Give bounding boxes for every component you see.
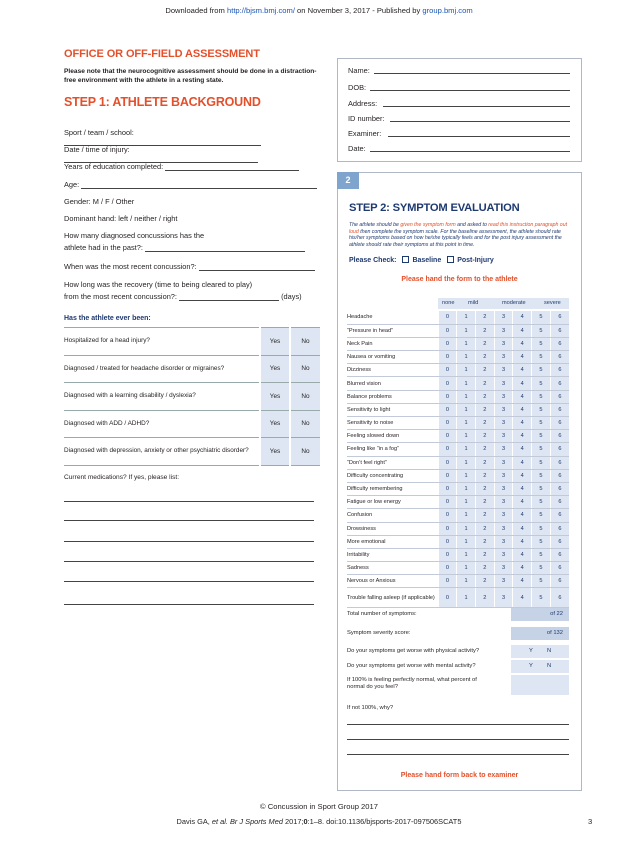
score-option[interactable]: 3	[494, 351, 513, 364]
score-option[interactable]: 6	[550, 522, 569, 535]
date-injury-field[interactable]: Date / time of injury:	[64, 145, 320, 163]
score-option[interactable]: 0	[438, 377, 457, 390]
symptom-row	[347, 496, 569, 509]
hand-back-instruction: Please hand form back to examiner	[400, 772, 519, 779]
score-option[interactable]: 5	[532, 443, 551, 456]
concussions-label-1: How many diagnosed concussions has the	[64, 231, 205, 240]
symptom-label: Headache	[347, 311, 438, 324]
score-option[interactable]: 0	[438, 337, 457, 350]
symptom-row	[347, 575, 569, 588]
score-option[interactable]: 3	[494, 443, 513, 456]
score-option[interactable]: 5	[532, 496, 551, 509]
score-option[interactable]: 0	[438, 575, 457, 588]
symptom-label: Blurred vision	[347, 377, 438, 390]
recent-concussion-field[interactable]: When was the most recent concussion?:	[64, 262, 320, 271]
score-option[interactable]: 1	[457, 430, 476, 443]
score-option[interactable]: 0	[438, 311, 457, 324]
medications-line[interactable]	[64, 581, 314, 582]
symptom-row	[347, 324, 569, 337]
date-field[interactable]: Date:	[348, 144, 576, 153]
id-number-field[interactable]: ID number:	[348, 114, 576, 123]
assessment-note: Please note that the neurocognitive assessment should be done in a distraction-free environment with the athlete in a resting state.	[64, 68, 317, 84]
symptom-label: Difficulty concentrating	[347, 469, 438, 482]
score-option[interactable]: 4	[513, 522, 532, 535]
score-option[interactable]: 4	[513, 443, 532, 456]
symptom-row	[347, 522, 569, 535]
total-symptoms-box[interactable]: of 22	[511, 608, 569, 621]
score-option[interactable]: 1	[457, 548, 476, 561]
symptom-row	[347, 456, 569, 469]
score-option[interactable]: 3	[494, 390, 513, 403]
score-option[interactable]: 5	[532, 403, 551, 416]
score-option[interactable]: 6	[550, 548, 569, 561]
reason-line[interactable]	[347, 754, 569, 755]
medications-line[interactable]	[64, 561, 314, 562]
score-option[interactable]: 1	[457, 377, 476, 390]
score-option[interactable]: 4	[513, 548, 532, 561]
score-option[interactable]: 0	[438, 482, 457, 495]
table-row: Diagnosed with a learning disability / dyslexia? Yes No	[64, 383, 320, 411]
score-option[interactable]: 3	[494, 456, 513, 469]
symptom-label: Sadness	[347, 562, 438, 575]
score-option[interactable]: 4	[513, 496, 532, 509]
step1-title: STEP 1: ATHLETE BACKGROUND	[64, 95, 261, 109]
score-option[interactable]: 2	[475, 324, 494, 337]
medications-line[interactable]	[64, 541, 314, 542]
no-option[interactable]: No	[290, 383, 320, 411]
score-option[interactable]: 6	[550, 377, 569, 390]
score-option[interactable]: 2	[475, 575, 494, 588]
dominant-hand-field[interactable]: Dominant hand: left / neither / right	[64, 214, 178, 223]
symptom-row	[347, 535, 569, 548]
history-title: Has the athlete ever been:	[64, 315, 151, 322]
symptom-label: Feeling slowed down	[347, 430, 438, 443]
score-option[interactable]: 3	[494, 509, 513, 522]
score-option[interactable]: 2	[475, 311, 494, 324]
severity-score-box[interactable]: of 132	[511, 627, 569, 640]
history-table	[64, 327, 320, 466]
score-option[interactable]: 6	[550, 588, 569, 608]
symptom-row	[347, 311, 569, 324]
score-option[interactable]: 1	[457, 575, 476, 588]
publisher-link[interactable]: group.bmj.com	[422, 6, 473, 15]
score-option[interactable]: 6	[550, 430, 569, 443]
scale-mild: mild	[468, 300, 479, 306]
score-option[interactable]: 3	[494, 469, 513, 482]
scale-severe: severe	[544, 300, 561, 306]
score-option[interactable]: 3	[494, 522, 513, 535]
score-option[interactable]: 4	[513, 588, 532, 608]
score-option[interactable]: 2	[475, 417, 494, 430]
score-option[interactable]: 0	[438, 535, 457, 548]
score-option[interactable]: 0	[438, 469, 457, 482]
please-check: Please Check: Baseline Post-Injury	[349, 257, 494, 264]
score-option[interactable]: 4	[513, 377, 532, 390]
symptom-label: Nausea or vomiting	[347, 351, 438, 364]
score-option[interactable]: 4	[513, 430, 532, 443]
score-option[interactable]: 2	[475, 390, 494, 403]
score-option[interactable]: 6	[550, 496, 569, 509]
symptom-label: Irritability	[347, 548, 438, 561]
score-option[interactable]: 6	[550, 456, 569, 469]
sport-field[interactable]: Sport / team / school:	[64, 128, 320, 146]
score-option[interactable]: 0	[438, 351, 457, 364]
symptom-label: Trouble falling asleep (if applicable)	[347, 588, 438, 608]
physical-no[interactable]: N	[547, 648, 552, 654]
score-option[interactable]: 4	[513, 351, 532, 364]
score-option[interactable]: 3	[494, 575, 513, 588]
reason-line[interactable]	[347, 739, 569, 740]
score-option[interactable]: 0	[438, 417, 457, 430]
score-option[interactable]: 6	[550, 562, 569, 575]
score-option[interactable]: 0	[438, 403, 457, 416]
score-option[interactable]: 5	[532, 535, 551, 548]
score-option[interactable]: 6	[550, 403, 569, 416]
score-option[interactable]: 1	[457, 535, 476, 548]
no-option[interactable]: No	[290, 438, 320, 466]
symptom-row	[347, 417, 569, 430]
address-field[interactable]: Address:	[348, 99, 576, 108]
score-option[interactable]: 2	[475, 337, 494, 350]
gender-field[interactable]: Gender: M / F / Other	[64, 197, 135, 206]
score-option[interactable]: 1	[457, 324, 476, 337]
symptom-label: Drowsiness	[347, 522, 438, 535]
symptom-label: Dizziness	[347, 364, 438, 377]
scale-moderate: moderate	[502, 300, 526, 306]
score-option[interactable]: 5	[532, 364, 551, 377]
score-option[interactable]: 1	[457, 417, 476, 430]
score-option[interactable]: 2	[475, 351, 494, 364]
no-option[interactable]: No	[290, 410, 320, 438]
score-option[interactable]: 4	[513, 390, 532, 403]
score-option[interactable]: 0	[438, 364, 457, 377]
symptom-row	[347, 588, 569, 608]
baseline-checkbox[interactable]	[402, 256, 409, 263]
bjsm-link[interactable]: http://bjsm.bmj.com/	[226, 6, 295, 15]
score-option[interactable]: 4	[513, 403, 532, 416]
yes-option[interactable]: Yes	[260, 383, 290, 411]
score-option[interactable]: 2	[475, 509, 494, 522]
table-row: Diagnosed with ADD / ADHD? Yes No	[64, 410, 320, 438]
score-option[interactable]: 5	[532, 588, 551, 608]
score-option[interactable]: 5	[532, 377, 551, 390]
symptom-label: “Pressure in head”	[347, 324, 438, 337]
score-option[interactable]: 4	[513, 337, 532, 350]
download-notice: Downloaded from http://bjsm.bmj.com/ on November 3, 2017 - Published by group.bmj.com	[165, 6, 473, 15]
score-option[interactable]: 6	[550, 351, 569, 364]
symptom-label: Neck Pain	[347, 337, 438, 350]
symptom-label: Sensitivity to noise	[347, 417, 438, 430]
score-option[interactable]: 2	[475, 482, 494, 495]
score-option[interactable]: 5	[532, 482, 551, 495]
score-option[interactable]: 3	[494, 311, 513, 324]
symptom-row	[347, 390, 569, 403]
score-option[interactable]: 5	[532, 522, 551, 535]
score-option[interactable]: 1	[457, 562, 476, 575]
score-option[interactable]: 3	[494, 430, 513, 443]
score-option[interactable]: 0	[438, 496, 457, 509]
hand-form-instruction: Please hand the form to the athlete	[401, 276, 518, 283]
yes-option[interactable]: Yes	[260, 328, 290, 356]
score-option[interactable]: 6	[550, 482, 569, 495]
symptom-label: Balance problems	[347, 390, 438, 403]
score-option[interactable]: 4	[513, 535, 532, 548]
office-title: OFFICE OR OFF-FIELD ASSESSMENT	[64, 48, 260, 60]
score-option[interactable]: 2	[475, 496, 494, 509]
symptom-row	[347, 364, 569, 377]
score-option[interactable]: 2	[475, 403, 494, 416]
score-option[interactable]: 6	[550, 417, 569, 430]
symptom-label: “Don’t feel right”	[347, 456, 438, 469]
symptom-table	[347, 311, 569, 608]
no-option[interactable]: No	[290, 355, 320, 383]
score-option[interactable]: 1	[457, 403, 476, 416]
score-option[interactable]: 0	[438, 430, 457, 443]
symptom-instructions: The athlete should be given the symptom form and asked to read this instruction paragraph out loud then complete the symptom scale. For the baseline assessment, the athlete should rate his/her symptoms based on how he/she typically feels and for the post injury assessment the athlete should rate their symptoms at this point in time.	[349, 222, 568, 248]
score-option[interactable]: 2	[475, 430, 494, 443]
symptom-row	[347, 351, 569, 364]
percent-normal-box[interactable]	[511, 675, 569, 695]
symptom-row	[347, 548, 569, 561]
score-option[interactable]: 5	[532, 469, 551, 482]
symptom-row	[347, 377, 569, 390]
score-option[interactable]: 4	[513, 469, 532, 482]
score-option[interactable]: 3	[494, 377, 513, 390]
concussions-field[interactable]: athlete had in the past?:	[64, 243, 320, 252]
recovery-field[interactable]: from the most recent concussion?: (days)	[64, 292, 302, 301]
score-option[interactable]: 4	[513, 364, 532, 377]
score-option[interactable]: 6	[550, 509, 569, 522]
symptom-row	[347, 562, 569, 575]
score-option[interactable]: 3	[494, 337, 513, 350]
mental-yes[interactable]: Y	[529, 663, 533, 669]
score-option[interactable]: 4	[513, 509, 532, 522]
score-option[interactable]: 1	[457, 390, 476, 403]
symptom-label: Fatigue or low energy	[347, 496, 438, 509]
score-option[interactable]: 0	[438, 588, 457, 608]
score-option[interactable]: 5	[532, 311, 551, 324]
score-option[interactable]: 0	[438, 324, 457, 337]
score-option[interactable]: 5	[532, 337, 551, 350]
score-option[interactable]: 1	[457, 496, 476, 509]
score-option[interactable]: 3	[494, 548, 513, 561]
score-option[interactable]: 3	[494, 417, 513, 430]
yes-option[interactable]: Yes	[260, 410, 290, 438]
yes-option[interactable]: Yes	[260, 355, 290, 383]
score-option[interactable]: 1	[457, 456, 476, 469]
copyright: © Concussion in Sport Group 2017	[260, 802, 378, 811]
score-option[interactable]: 0	[438, 548, 457, 561]
score-option[interactable]: 5	[532, 430, 551, 443]
table-row: Diagnosed with depression, anxiety or other psychiatric disorder? Yes No	[64, 438, 320, 466]
symptom-row	[347, 430, 569, 443]
medications-label: Current medications? If yes, please list:	[64, 474, 180, 481]
score-option[interactable]: 1	[457, 311, 476, 324]
score-option[interactable]: 1	[457, 588, 476, 608]
score-option[interactable]: 0	[438, 522, 457, 535]
score-option[interactable]: 6	[550, 535, 569, 548]
score-option[interactable]: 5	[532, 351, 551, 364]
score-option[interactable]: 3	[494, 562, 513, 575]
score-option[interactable]: 6	[550, 364, 569, 377]
age-field[interactable]: Age:	[64, 180, 320, 189]
score-option[interactable]: 6	[550, 575, 569, 588]
score-option[interactable]: 5	[532, 562, 551, 575]
education-field[interactable]: Years of education completed:	[64, 162, 320, 171]
score-option[interactable]: 3	[494, 403, 513, 416]
score-option[interactable]: 0	[438, 390, 457, 403]
symptom-label: More emotional	[347, 535, 438, 548]
score-option[interactable]: 3	[494, 535, 513, 548]
mental-no[interactable]: N	[547, 663, 552, 669]
medications-line[interactable]	[64, 501, 314, 502]
score-option[interactable]: 4	[513, 324, 532, 337]
score-option[interactable]: 5	[532, 548, 551, 561]
athlete-id-box	[337, 58, 582, 162]
no-option[interactable]: No	[290, 328, 320, 356]
score-option[interactable]: 3	[494, 496, 513, 509]
score-option[interactable]: 4	[513, 482, 532, 495]
table-row: Diagnosed / treated for headache disorder or migraines? Yes No	[64, 355, 320, 383]
step-badge: 2	[337, 172, 359, 189]
score-option[interactable]: 6	[550, 324, 569, 337]
score-option[interactable]: 3	[494, 482, 513, 495]
score-option[interactable]: 1	[457, 522, 476, 535]
score-option[interactable]: 1	[457, 482, 476, 495]
medications-line[interactable]	[64, 520, 314, 521]
score-option[interactable]: 6	[550, 337, 569, 350]
score-option[interactable]: 1	[457, 509, 476, 522]
score-option[interactable]: 2	[475, 535, 494, 548]
score-option[interactable]: 0	[438, 456, 457, 469]
score-option[interactable]: 2	[475, 443, 494, 456]
symptom-row	[347, 403, 569, 416]
scale-none: none	[442, 300, 455, 306]
symptom-label: Nervous or Anxious	[347, 575, 438, 588]
score-option[interactable]: 2	[475, 377, 494, 390]
score-option[interactable]: 6	[550, 443, 569, 456]
recovery-label-1: How long was the recovery (time to being cleared to play)	[64, 280, 253, 289]
symptom-row	[347, 469, 569, 482]
citation: Davis GA, et al. Br J Sports Med 2017;0:1–8. doi:10.1136/bjsports-2017-097506SCAT5	[176, 817, 462, 826]
score-option[interactable]: 3	[494, 364, 513, 377]
score-option[interactable]: 2	[475, 588, 494, 608]
score-option[interactable]: 6	[550, 469, 569, 482]
table-row: Hospitalized for a head injury? Yes No	[64, 328, 320, 356]
score-option[interactable]: 5	[532, 390, 551, 403]
score-option[interactable]: 5	[532, 324, 551, 337]
score-option[interactable]: 4	[513, 575, 532, 588]
score-option[interactable]: 1	[457, 443, 476, 456]
score-option[interactable]: 2	[475, 456, 494, 469]
reason-line[interactable]	[347, 724, 569, 725]
score-option[interactable]: 5	[532, 456, 551, 469]
symptom-row	[347, 337, 569, 350]
score-option[interactable]: 5	[532, 509, 551, 522]
score-option[interactable]: 4	[513, 456, 532, 469]
score-option[interactable]: 0	[438, 562, 457, 575]
score-option[interactable]: 1	[457, 351, 476, 364]
symptom-row	[347, 509, 569, 522]
score-option[interactable]: 2	[475, 364, 494, 377]
physical-yes[interactable]: Y	[529, 648, 533, 654]
yes-option[interactable]: Yes	[260, 438, 290, 466]
page-number: 3	[588, 817, 593, 826]
score-option[interactable]: 5	[532, 417, 551, 430]
score-option[interactable]: 1	[457, 364, 476, 377]
examiner-field[interactable]: Examiner:	[348, 129, 576, 138]
score-option[interactable]: 6	[550, 390, 569, 403]
score-option[interactable]: 4	[513, 311, 532, 324]
score-option[interactable]: 1	[457, 337, 476, 350]
symptom-label: Sensitivity to light	[347, 403, 438, 416]
score-option[interactable]: 0	[438, 509, 457, 522]
score-option[interactable]: 4	[513, 417, 532, 430]
name-field[interactable]: Name:	[348, 66, 576, 75]
symptom-row	[347, 443, 569, 456]
symptom-label: Confusion	[347, 509, 438, 522]
dob-field[interactable]: DOB:	[348, 83, 576, 92]
score-option[interactable]: 3	[494, 324, 513, 337]
score-option[interactable]: 4	[513, 562, 532, 575]
post-injury-checkbox[interactable]	[447, 256, 454, 263]
severity-scale-header	[438, 298, 569, 309]
score-option[interactable]: 2	[475, 548, 494, 561]
score-option[interactable]: 5	[532, 575, 551, 588]
symptom-label: Difficulty remembering	[347, 482, 438, 495]
left-column	[64, 48, 320, 109]
score-option[interactable]: 2	[475, 469, 494, 482]
score-option[interactable]: 2	[475, 562, 494, 575]
score-option[interactable]: 3	[494, 588, 513, 608]
symptom-label: Feeling like “in a fog“	[347, 443, 438, 456]
symptom-row	[347, 482, 569, 495]
score-option[interactable]: 6	[550, 311, 569, 324]
step2-title: STEP 2: SYMPTOM EVALUATION	[349, 202, 520, 214]
score-option[interactable]: 1	[457, 469, 476, 482]
medications-line[interactable]	[64, 604, 314, 605]
score-option[interactable]: 2	[475, 522, 494, 535]
score-option[interactable]: 0	[438, 443, 457, 456]
